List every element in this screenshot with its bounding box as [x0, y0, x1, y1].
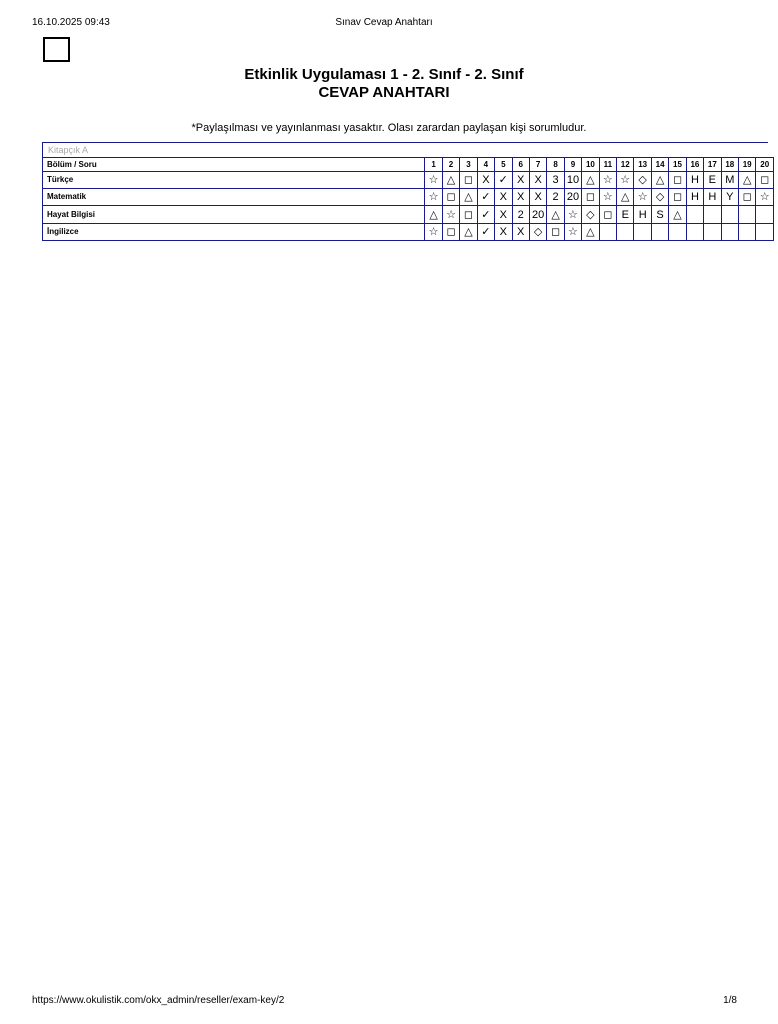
answer-cell: △	[738, 172, 755, 189]
answer-cell: ◇	[529, 224, 546, 241]
question-number: 3	[460, 158, 477, 172]
answer-cell: 2	[512, 206, 529, 224]
answer-cell: △	[651, 172, 668, 189]
question-number: 12	[617, 158, 634, 172]
exam-title: Etkinlik Uygulaması 1 - 2. Sınıf - 2. Sınıf	[244, 66, 524, 83]
answer-cell: ◻	[460, 206, 477, 224]
answer-cell: ◻	[460, 172, 477, 189]
answer-cell	[756, 224, 774, 241]
answer-key-table	[42, 157, 774, 241]
question-number: 8	[547, 158, 564, 172]
answer-cell: M	[721, 172, 738, 189]
section-name: İngilizce	[43, 224, 425, 241]
question-number: 17	[704, 158, 721, 172]
answer-cell	[704, 206, 721, 224]
answer-cell: 2	[547, 189, 564, 206]
answer-cell: △	[582, 172, 599, 189]
question-number: 18	[721, 158, 738, 172]
answer-cell: ◇	[582, 206, 599, 224]
table-header-row	[43, 158, 774, 172]
answer-cell	[599, 224, 616, 241]
answer-cell: ◻	[756, 172, 774, 189]
answer-cell: △	[617, 189, 634, 206]
answer-cell	[721, 206, 738, 224]
answer-cell	[634, 224, 651, 241]
answer-cell: 10	[564, 172, 581, 189]
question-number: 11	[599, 158, 616, 172]
answer-cell: ◻	[738, 189, 755, 206]
page-number: 1/8	[723, 995, 737, 1006]
answer-cell: 3	[547, 172, 564, 189]
section-name: Türkçe	[43, 172, 425, 189]
answer-cell: △	[460, 189, 477, 206]
section-name: Hayat Bilgisi	[43, 206, 425, 224]
answer-cell	[686, 224, 703, 241]
question-number: 16	[686, 158, 703, 172]
answer-cell: ☆	[564, 206, 581, 224]
answer-cell: ✓	[477, 206, 494, 224]
print-url: https://www.okulistik.com/okx_admin/reseller/exam-key/2	[32, 995, 285, 1006]
answer-cell: X	[512, 224, 529, 241]
answer-cell: ☆	[442, 206, 459, 224]
answer-cell: H	[704, 189, 721, 206]
answer-cell	[738, 206, 755, 224]
answer-cell: X	[495, 224, 512, 241]
answer-cell: X	[495, 206, 512, 224]
answer-cell: ☆	[756, 189, 774, 206]
answer-cell: H	[686, 189, 703, 206]
answer-cell: X	[477, 172, 494, 189]
answer-cell: H	[634, 206, 651, 224]
answer-cell: ☆	[599, 172, 616, 189]
answer-cell: ◻	[442, 189, 459, 206]
print-document-title: Sınav Cevap Anahtarı	[335, 17, 433, 28]
answer-cell: △	[547, 206, 564, 224]
answer-cell	[721, 224, 738, 241]
answer-cell: ◻	[582, 189, 599, 206]
question-number: 1	[425, 158, 442, 172]
answer-cell: S	[651, 206, 668, 224]
answer-cell: 20	[564, 189, 581, 206]
answer-cell: ✓	[477, 224, 494, 241]
answer-cell: ✓	[477, 189, 494, 206]
answer-cell: △	[425, 206, 442, 224]
question-number: 19	[738, 158, 755, 172]
answer-cell: ◻	[669, 189, 686, 206]
answer-cell: ☆	[425, 172, 442, 189]
table-row	[43, 189, 774, 206]
table-row	[43, 172, 774, 189]
answer-cell: △	[582, 224, 599, 241]
answer-key-title: CEVAP ANAHTARI	[318, 84, 450, 101]
question-number: 6	[512, 158, 529, 172]
answer-cell: ◻	[669, 172, 686, 189]
answer-cell	[669, 224, 686, 241]
answer-cell: ◻	[442, 224, 459, 241]
question-number: 5	[495, 158, 512, 172]
answer-cell: △	[669, 206, 686, 224]
question-number: 4	[477, 158, 494, 172]
answer-cell	[704, 224, 721, 241]
answer-cell: ☆	[617, 172, 634, 189]
answer-cell: ☆	[425, 189, 442, 206]
question-number: 14	[651, 158, 668, 172]
answer-cell: △	[460, 224, 477, 241]
table-row	[43, 224, 774, 241]
question-number: 9	[564, 158, 581, 172]
sharing-notice: *Paylaşılması ve yayınlanması yasaktır. Olası zarardan paylaşan kişi sorumludur.	[191, 122, 587, 134]
answer-cell: E	[617, 206, 634, 224]
question-number: 10	[582, 158, 599, 172]
answer-cell	[686, 206, 703, 224]
question-number: 15	[669, 158, 686, 172]
answer-cell: H	[686, 172, 703, 189]
answer-cell: ◻	[599, 206, 616, 224]
table-row	[43, 206, 774, 224]
answer-cell	[756, 206, 774, 224]
answer-cell	[738, 224, 755, 241]
question-number: 20	[756, 158, 774, 172]
answer-cell: ☆	[599, 189, 616, 206]
answer-cell	[617, 224, 634, 241]
answer-cell: X	[529, 172, 546, 189]
answer-cell: ◇	[651, 189, 668, 206]
answer-cell: E	[704, 172, 721, 189]
answer-cell: X	[529, 189, 546, 206]
section-name: Matematik	[43, 189, 425, 206]
question-number: 13	[634, 158, 651, 172]
answer-cell: Y	[721, 189, 738, 206]
answer-cell: 20	[529, 206, 546, 224]
question-number: 2	[442, 158, 459, 172]
answer-cell: ☆	[634, 189, 651, 206]
answer-cell	[651, 224, 668, 241]
answer-cell: ☆	[564, 224, 581, 241]
booklet-label: Kitapçık A	[42, 142, 768, 157]
print-datetime: 16.10.2025 09:43	[32, 17, 110, 28]
answer-cell: X	[512, 189, 529, 206]
empty-checkbox	[43, 37, 70, 62]
answer-key-container	[42, 142, 768, 241]
answer-cell: X	[512, 172, 529, 189]
answer-cell: ◇	[634, 172, 651, 189]
answer-cell: ☆	[425, 224, 442, 241]
answer-cell: ✓	[495, 172, 512, 189]
answer-cell: ◻	[547, 224, 564, 241]
answer-cell: X	[495, 189, 512, 206]
header-section-question-label: Bölüm / Soru	[43, 158, 425, 172]
question-number: 7	[529, 158, 546, 172]
answer-cell: △	[442, 172, 459, 189]
